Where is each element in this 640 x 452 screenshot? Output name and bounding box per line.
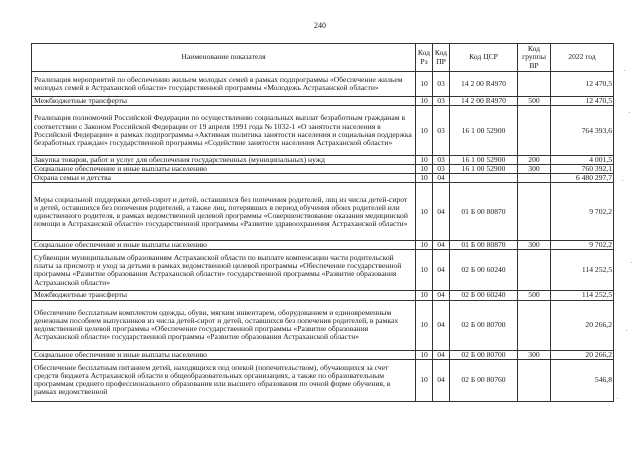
row-rz: 10 xyxy=(416,165,433,174)
row-rz: 10 xyxy=(416,174,433,183)
row-pr: 03 xyxy=(433,165,450,174)
row-name: Субвенции муниципальным образованиям Астраханской области по выплате компенсации части родительской платы за присмотр и уход за детьми в рамках ведомственной целевой программы «Обеспечение государственной программы «Развитие образования Астраханской области» государственной программы «Развитие образования Астраханской области» xyxy=(32,250,416,291)
row-pr: 04 xyxy=(433,291,450,300)
row-vr: 300 xyxy=(518,165,551,174)
row-sum: 12 470,5 xyxy=(551,97,614,106)
table-row xyxy=(32,241,614,250)
row-rz: 10 xyxy=(416,106,433,156)
row-rz: 10 xyxy=(416,241,433,250)
row-csr: 02 Б 00 80700 xyxy=(450,300,518,350)
row-name: Закупка товаров, работ и услуг для обеспечения государственных (муниципальных) нужд xyxy=(32,156,416,165)
row-sum: 4 001,5 xyxy=(551,156,614,165)
row-vr xyxy=(518,250,551,291)
row-name: Межбюджетные трансферты xyxy=(32,97,416,106)
scan-speck xyxy=(617,398,618,399)
row-pr: 03 xyxy=(433,156,450,165)
table-row xyxy=(32,350,614,359)
row-vr xyxy=(518,174,551,183)
scan-speck xyxy=(631,262,632,263)
row-sum: 114 252,5 xyxy=(551,250,614,291)
row-rz: 10 xyxy=(416,359,433,401)
row-csr xyxy=(450,174,518,183)
row-rz: 10 xyxy=(416,97,433,106)
row-csr: 14 2 00 R4970 xyxy=(450,97,518,106)
row-pr: 03 xyxy=(433,106,450,156)
row-vr xyxy=(518,359,551,401)
row-csr: 16 1 00 52900 xyxy=(450,165,518,174)
row-rz: 10 xyxy=(416,72,433,97)
row-rz: 10 xyxy=(416,183,433,241)
row-name: Социальное обеспечение и иные выплаты населению xyxy=(32,241,416,250)
row-vr xyxy=(518,183,551,241)
row-csr: 02 Б 00 80700 xyxy=(450,350,518,359)
row-name: Меры социальной поддержки детей-сирот и детей, оставшихся без попечения родителей, лиц из числа детей-сирот и детей, оставшихся без попечения родителей, а также лиц, потерявших в период обучения обоих родителей или единственного родителя, в рамках ведомственной целевой программы «Совершенствование оказания медицинской помощи в Астраханской области» государственной программы «Развитие здравоохранения Астраханской области» xyxy=(32,183,416,241)
scan-speck xyxy=(622,180,623,181)
row-name: Социальное обеспечение и иные выплаты населению xyxy=(32,165,416,174)
row-pr: 04 xyxy=(433,174,450,183)
row-vr: 500 xyxy=(518,291,551,300)
table-row xyxy=(32,359,614,401)
row-name: Реализация полномочий Российской Федерации по осуществлению социальных выплат безработным гражданам в соответствии с Законом Российской Федерации от 19 апреля 1991 года № 1032-1 «О занятости населения в Российской Федерации» в рамках подпрограммы «Активная политика занятости населения и социальная поддержка безработных граждан» государственной программы «Содействие занятости населения Астраханской области» xyxy=(32,106,416,156)
row-csr: 16 1 00 52900 xyxy=(450,106,518,156)
row-vr: 300 xyxy=(518,241,551,250)
row-pr: 04 xyxy=(433,359,450,401)
header-pr: Код ПР xyxy=(433,44,450,72)
header-vr: Код группы ВР xyxy=(518,44,551,72)
row-sum: 764 393,6 xyxy=(551,106,614,156)
table-row xyxy=(32,291,614,300)
row-rz: 10 xyxy=(416,300,433,350)
table-row xyxy=(32,97,614,106)
row-vr xyxy=(518,106,551,156)
row-name: Социальное обеспечение и иные выплаты населению xyxy=(32,350,416,359)
row-sum: 20 266,2 xyxy=(551,350,614,359)
row-pr: 04 xyxy=(433,350,450,359)
scan-speck xyxy=(629,112,630,113)
table-header-row xyxy=(32,44,614,72)
row-sum: 114 252,5 xyxy=(551,291,614,300)
budget-table xyxy=(31,43,614,402)
row-sum: 9 702,2 xyxy=(551,183,614,241)
table-row xyxy=(32,174,614,183)
row-vr: 500 xyxy=(518,97,551,106)
table-row xyxy=(32,156,614,165)
row-name: Обеспечение бесплатным питанием детей, находящихся под опекой (попечительством), обучающихся за счет средств бюджета Астраханской области в общеобразовательных организациях, а также по образовательным программам среднего профессионального образования или высшего образования по очной форме обучения, в рамках ведомственной xyxy=(32,359,416,401)
table-row xyxy=(32,183,614,241)
table-row xyxy=(32,300,614,350)
row-csr: 01 Б 00 80870 xyxy=(450,241,518,250)
row-csr: 14 2 00 R4970 xyxy=(450,72,518,97)
row-sum: 20 266,2 xyxy=(551,300,614,350)
scan-speck xyxy=(626,330,627,331)
row-name: Охрана семьи и детства xyxy=(32,174,416,183)
header-rz: Код Рз xyxy=(416,44,433,72)
scan-speck xyxy=(624,70,625,71)
row-csr: 16 1 00 52900 xyxy=(450,156,518,165)
header-year: 2022 год xyxy=(551,44,614,72)
row-sum: 12 470,5 xyxy=(551,72,614,97)
row-vr xyxy=(518,300,551,350)
row-pr: 03 xyxy=(433,72,450,97)
header-name: Наименование показателя xyxy=(32,44,416,72)
row-pr: 04 xyxy=(433,183,450,241)
page-number: 240 xyxy=(314,21,326,30)
row-rz: 10 xyxy=(416,156,433,165)
row-vr: 200 xyxy=(518,156,551,165)
row-rz: 10 xyxy=(416,250,433,291)
row-rz: 10 xyxy=(416,291,433,300)
row-sum: 6 480 297,7 xyxy=(551,174,614,183)
row-vr xyxy=(518,72,551,97)
header-csr: Код ЦСР xyxy=(450,44,518,72)
row-sum: 546,8 xyxy=(551,359,614,401)
row-name: Обеспечение бесплатным комплектом одежды, обуви, мягким инвентарем, оборудованием и единовременным денежным пособием выпускников из числа детей-сирот и детей, оставшихся без попечения родителей, в рамках ведомственной целевой программы «Обеспечение государственной программы «Развитие образования Астраханской области» государственной программы «Развитие образования Астраханской области» xyxy=(32,300,416,350)
row-name: Реализация мероприятий по обеспечению жильем молодых семей в рамках подпрограммы «Обеспечение жильем молодых семей в Астраханской области» государственной программы «Молодежь Астраханской области» xyxy=(32,72,416,97)
row-rz: 10 xyxy=(416,350,433,359)
table-row xyxy=(32,165,614,174)
row-pr: 03 xyxy=(433,97,450,106)
row-name: Межбюджетные трансферты xyxy=(32,291,416,300)
table-row xyxy=(32,72,614,97)
row-pr: 04 xyxy=(433,250,450,291)
row-pr: 04 xyxy=(433,241,450,250)
table-row xyxy=(32,250,614,291)
row-sum: 9 702,2 xyxy=(551,241,614,250)
row-vr: 300 xyxy=(518,350,551,359)
row-csr: 02 Б 00 80760 xyxy=(450,359,518,401)
row-csr: 01 Б 00 80870 xyxy=(450,183,518,241)
row-csr: 02 Б 00 60240 xyxy=(450,291,518,300)
row-pr: 04 xyxy=(433,300,450,350)
row-csr: 02 Б 00 60240 xyxy=(450,250,518,291)
row-sum: 760 392,1 xyxy=(551,165,614,174)
table-row xyxy=(32,106,614,156)
